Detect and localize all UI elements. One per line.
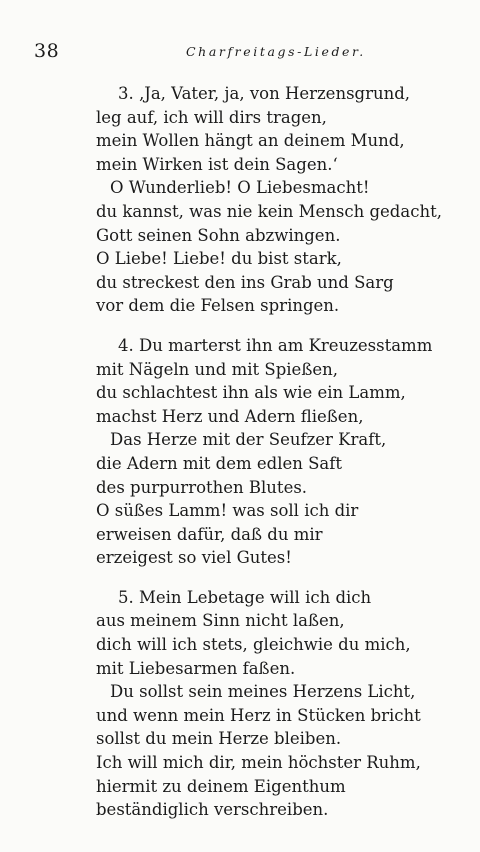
verse-line: O Wunderlieb! O Liebesmacht! xyxy=(110,178,370,198)
verse-line: Ich will mich dir, mein höchster Ruhm, xyxy=(96,753,421,773)
verse-line: Du sollst sein meines Herzens Licht, xyxy=(110,682,416,702)
verse-line: mit Nägeln und mit Spießen, xyxy=(96,359,338,379)
verse-line: erweisen dafür, daß du mir xyxy=(96,524,323,544)
verse-line: mit Liebesarmen faßen. xyxy=(96,658,296,678)
verse-line: vor dem die Felsen springen. xyxy=(96,296,340,316)
verse-line: und wenn mein Herz in Stücken bricht xyxy=(96,705,421,725)
verse-line: 4. Du marterst ihn am Kreuzesstamm xyxy=(118,335,433,355)
verse-line: Gott seinen Sohn abzwingen. xyxy=(96,225,341,245)
verse-line: hiermit zu deinem Eigenthum xyxy=(96,776,346,796)
verse-line: leg auf, ich will dirs tragen, xyxy=(96,107,327,127)
verse-line: sollst du mein Herze bleiben. xyxy=(96,729,342,749)
verse-line: erzeigest so viel Gutes! xyxy=(96,548,292,568)
poem-text xyxy=(96,82,468,838)
verse-line: du streckest den ins Grab und Sarg xyxy=(96,272,394,292)
verse-line: beständiglich verschreiben. xyxy=(96,800,329,820)
verse-line: mein Wollen hängt an deinem Mund, xyxy=(96,131,405,151)
verse-line: aus meinem Sinn nicht laßen, xyxy=(96,611,345,631)
running-head: Charfreitags-Lieder. xyxy=(186,44,366,59)
verse-line: 5. Mein Lebetage will ich dich xyxy=(118,587,372,607)
stanza-5 xyxy=(96,586,468,822)
verse-line: 3. ‚Ja, Vater, ja, von Herzensgrund, xyxy=(118,84,411,103)
stanza-3 xyxy=(96,82,468,318)
page-number: 38 xyxy=(34,40,60,62)
verse-line: du schlachtest ihn als wie ein Lamm, xyxy=(96,383,406,403)
stanza-4 xyxy=(96,334,468,570)
verse-line: des purpurrothen Blutes. xyxy=(96,477,308,497)
verse-line: O süßes Lamm! was soll ich dir xyxy=(96,501,359,521)
verse-line: machst Herz und Adern fließen, xyxy=(96,406,364,426)
verse-line: Das Herze mit der Seufzer Kraft, xyxy=(110,430,387,450)
verse-line: O Liebe! Liebe! du bist stark, xyxy=(96,249,342,269)
verse-line: du kannst, was nie kein Mensch gedacht, xyxy=(96,201,442,221)
verse-line: dich will ich stets, gleichwie du mich, xyxy=(96,635,411,655)
verse-line: mein Wirken ist dein Sagen.‘ xyxy=(96,154,338,174)
verse-line: die Adern mit dem edlen Saft xyxy=(96,453,342,473)
